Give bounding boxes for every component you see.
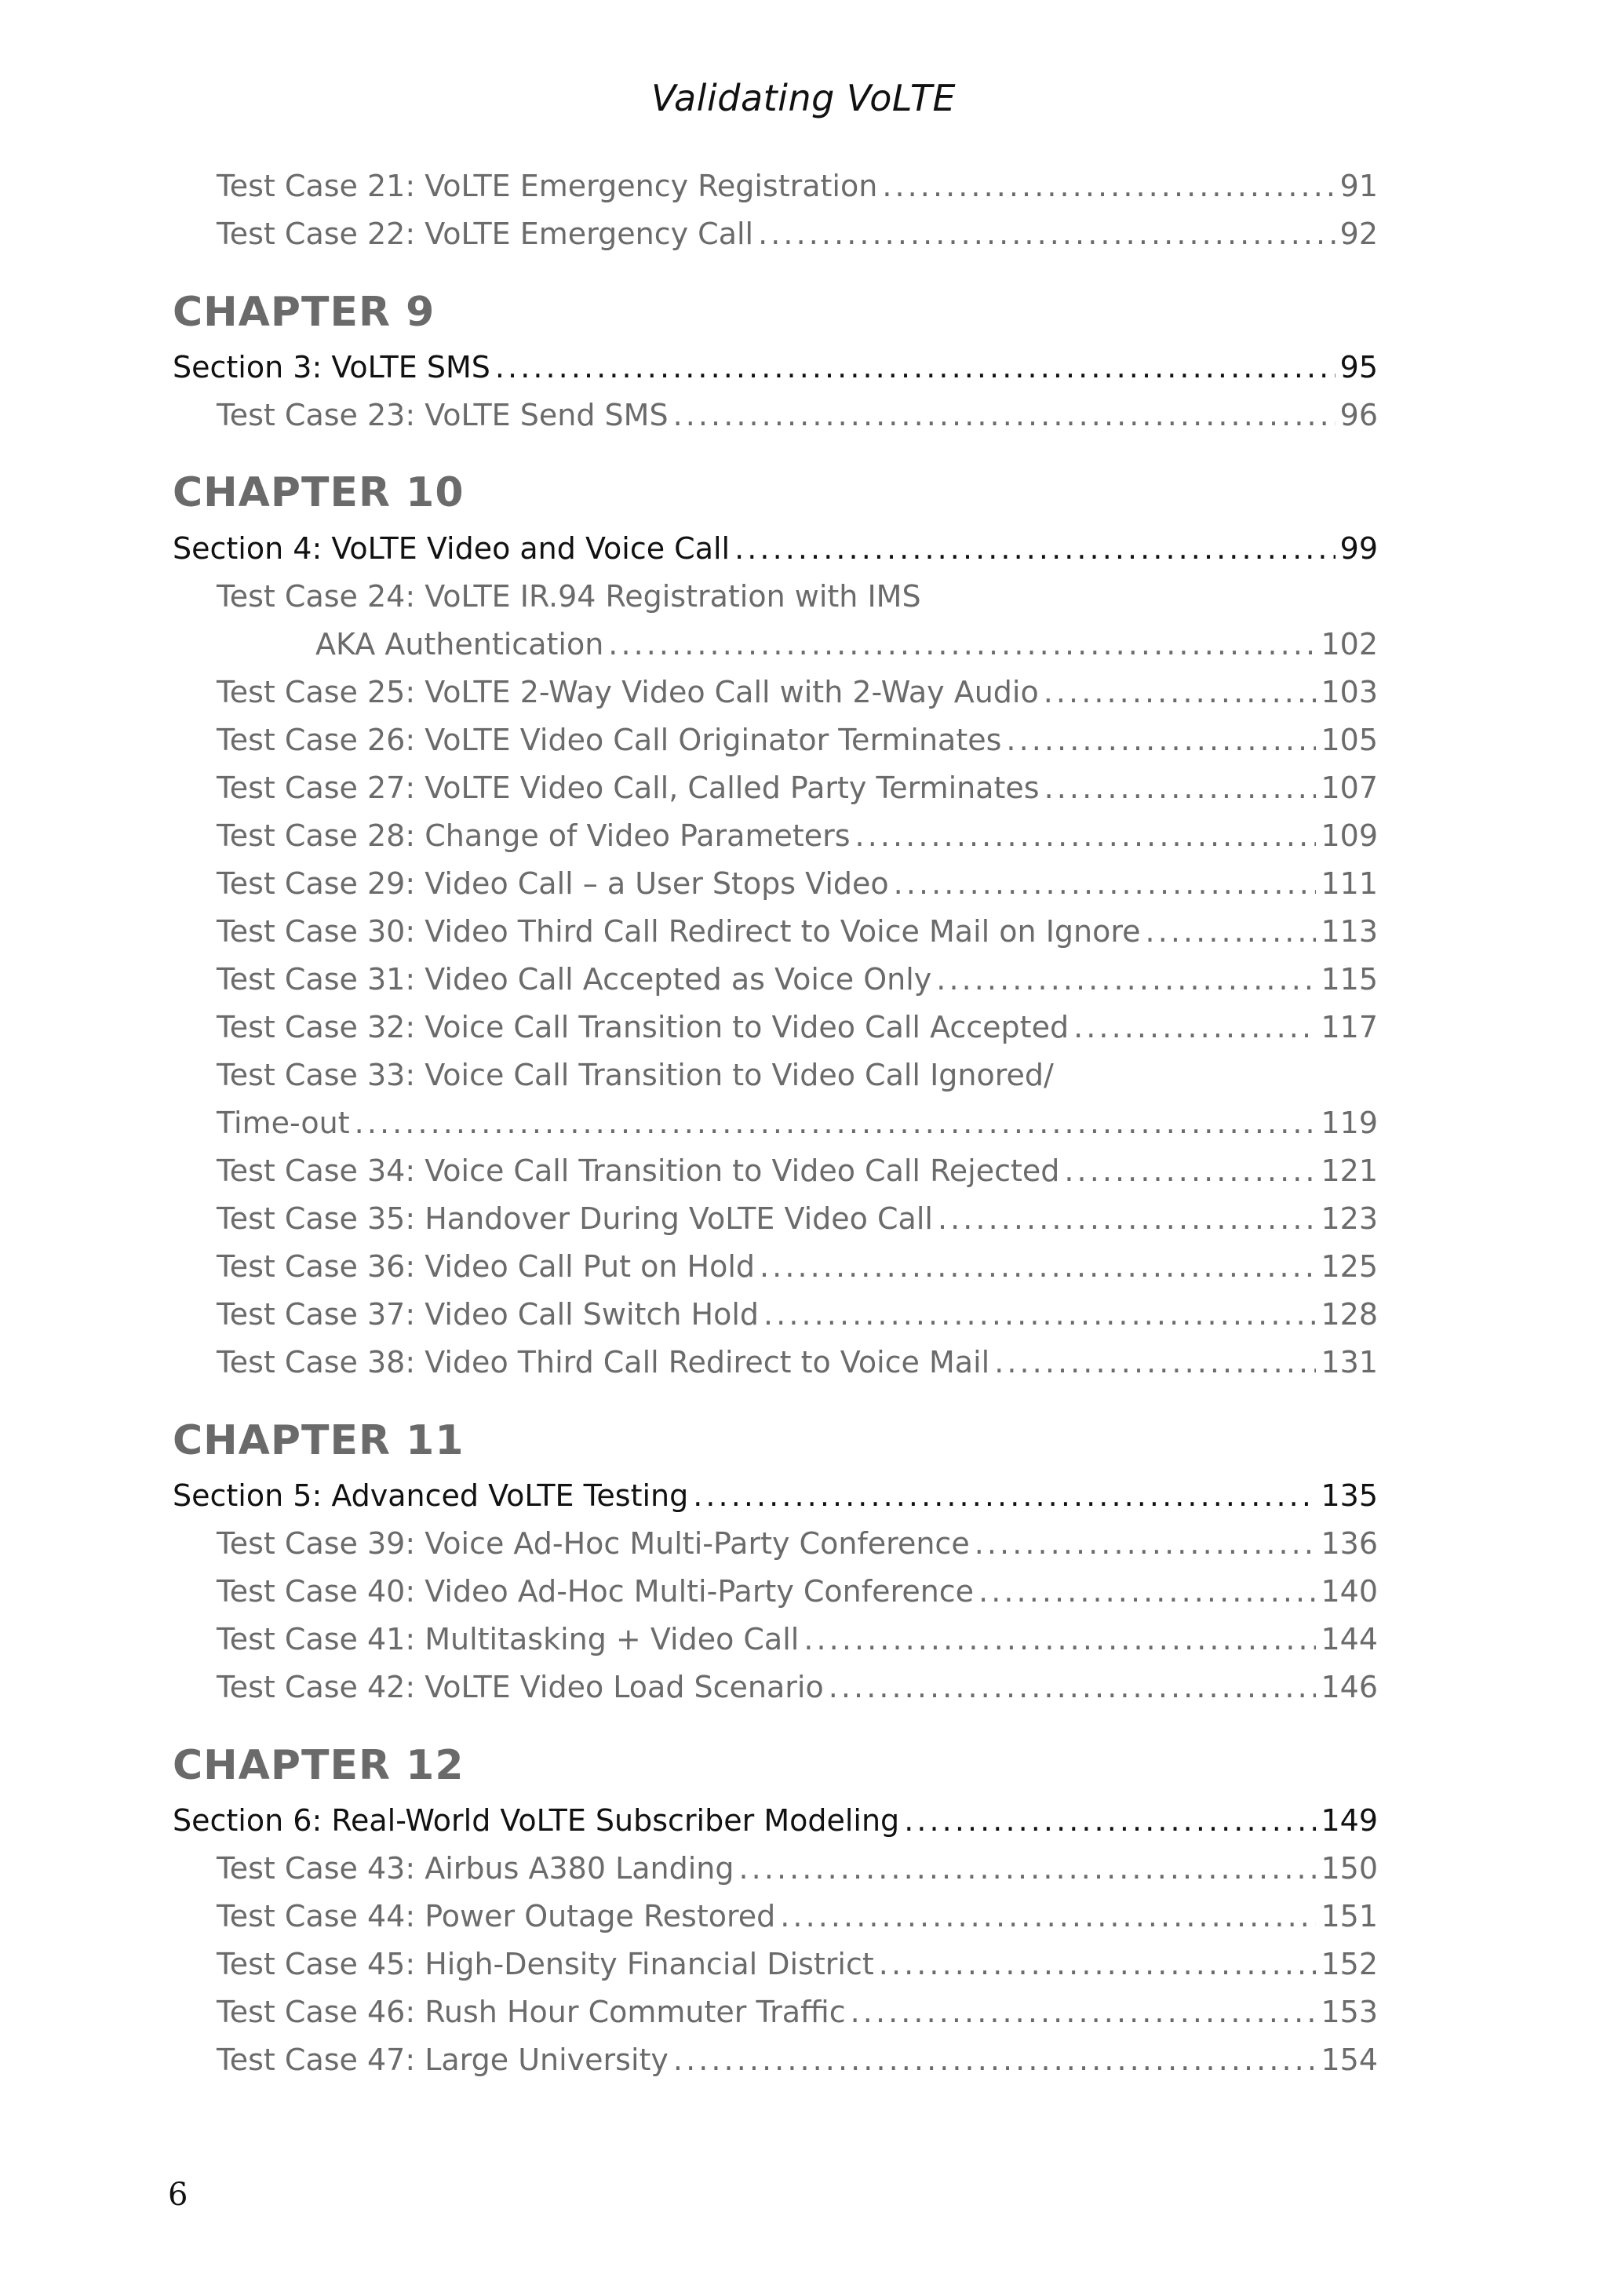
toc-entry (217, 816, 1378, 855)
toc-entry-title: Test Case 30: Video Third Call Redirect to Voice Mail on Ignore (217, 914, 1141, 949)
toc-entry (217, 1247, 1378, 1286)
dot-leader (673, 2040, 1317, 2079)
toc-entry (217, 395, 1378, 435)
toc-entry-title: AKA Authentication (315, 627, 604, 661)
toc-entry-title: Test Case 41: Multitasking + Video Call (217, 1622, 800, 1656)
toc-section-entry (173, 348, 1378, 387)
dot-leader (673, 395, 1336, 435)
toc-entry-page: 154 (1321, 2043, 1378, 2077)
dot-leader (1006, 720, 1316, 760)
dot-leader (1064, 1151, 1316, 1190)
toc-entry-title: Test Case 25: VoLTE 2-Way Video Call with 2-Way Audio (217, 675, 1039, 709)
toc-entry (217, 214, 1378, 253)
toc-section-entry (173, 1801, 1378, 1840)
toc-entry (217, 1897, 1378, 1936)
dot-leader (894, 864, 1317, 903)
toc-entry (217, 577, 1378, 616)
toc-entry (217, 1944, 1378, 1984)
toc-entry (217, 1667, 1378, 1707)
toc-entry (217, 1524, 1378, 1563)
dot-leader (978, 1572, 1316, 1611)
toc-entry-page: 92 (1339, 217, 1378, 251)
toc-entry-title: Test Case 28: Change of Video Parameters (217, 818, 851, 853)
dot-leader (829, 1667, 1317, 1707)
toc-entry (217, 1295, 1378, 1334)
dot-leader (763, 1295, 1316, 1334)
toc-entry (217, 1992, 1378, 2032)
toc-section-entry (173, 1476, 1378, 1515)
page-number: 6 (168, 2177, 188, 2213)
toc-entry-page: 102 (1321, 627, 1378, 661)
dot-leader (495, 348, 1336, 387)
toc-entry-page: 99 (1339, 531, 1378, 566)
toc-entry-page: 128 (1321, 1297, 1378, 1332)
toc-entry-page: 123 (1321, 1201, 1378, 1236)
dot-leader (355, 1103, 1317, 1143)
toc-entry (217, 1008, 1378, 1047)
toc-entry-page: 121 (1321, 1153, 1378, 1188)
dot-leader (855, 816, 1317, 855)
toc-entry-page: 119 (1321, 1106, 1378, 1140)
toc-entry-title: Test Case 43: Airbus A380 Landing (217, 1851, 734, 1886)
toc-entry-title: Section 3: VoLTE SMS (173, 350, 490, 384)
toc-entry-title: Test Case 33: Voice Call Transition to Video Call Ignored/ (217, 1058, 1054, 1092)
toc-entry-page: 95 (1339, 350, 1378, 384)
toc-entry (217, 166, 1378, 206)
dot-leader (936, 960, 1316, 999)
toc-entry-title: Test Case 47: Large University (217, 2043, 669, 2077)
toc-entry-title: Test Case 34: Voice Call Transition to Video Call Rejected (217, 1153, 1060, 1188)
toc-entry (217, 2040, 1378, 2079)
toc-entry-title: Test Case 26: VoLTE Video Call Originator Terminates (217, 723, 1002, 757)
toc-entry-page: 103 (1321, 675, 1378, 709)
toc-entry-title: Test Case 37: Video Call Switch Hold (217, 1297, 759, 1332)
toc-entry (217, 768, 1378, 807)
toc-entry (217, 960, 1378, 999)
toc-entry (217, 720, 1378, 760)
dot-leader (938, 1199, 1317, 1238)
toc-entry-title: Test Case 23: VoLTE Send SMS (217, 398, 669, 432)
toc-entry-page: 111 (1321, 866, 1378, 901)
toc-entry (217, 672, 1378, 712)
toc-section-entry (173, 529, 1378, 568)
dot-leader (904, 1801, 1316, 1840)
toc-entry-page: 91 (1339, 169, 1378, 203)
toc-entry-title: Test Case 22: VoLTE Emergency Call (217, 217, 754, 251)
toc-entry (217, 1572, 1378, 1611)
toc-entry (217, 1199, 1378, 1238)
toc-entry-title: Test Case 38: Video Third Call Redirect to Voice Mail (217, 1345, 990, 1379)
toc-entry-page: 151 (1321, 1899, 1378, 1933)
toc-entry-page: 107 (1321, 771, 1378, 805)
dot-leader (760, 1247, 1316, 1286)
dot-leader (780, 1897, 1316, 1936)
chapter-heading: CHAPTER 11 (173, 1417, 465, 1464)
toc-entry-title: Test Case 39: Voice Ad-Hoc Multi-Party Conference (217, 1526, 970, 1561)
dot-leader (1044, 672, 1317, 712)
toc-entry-page: 144 (1321, 1622, 1378, 1656)
toc-entry-title: Test Case 44: Power Outage Restored (217, 1899, 776, 1933)
toc-entry-page: 109 (1321, 818, 1378, 853)
toc-entry-page: 152 (1321, 1947, 1378, 1981)
toc-entry (217, 1620, 1378, 1659)
dot-leader (734, 529, 1336, 568)
dot-leader (1044, 768, 1317, 807)
toc-entry-page: 149 (1321, 1803, 1378, 1838)
running-header: Validating VoLTE (650, 77, 957, 119)
toc-entry-page: 125 (1321, 1249, 1378, 1284)
chapter-heading: CHAPTER 10 (173, 469, 465, 516)
chapter-heading: CHAPTER 9 (173, 289, 435, 336)
toc-entry-title: Test Case 35: Handover During VoLTE Video Call (217, 1201, 933, 1236)
toc-entry-page: 150 (1321, 1851, 1378, 1886)
chapter-heading: CHAPTER 12 (173, 1742, 465, 1789)
toc-entry-title: Section 4: VoLTE Video and Voice Call (173, 531, 731, 566)
toc-entry-page: 113 (1321, 914, 1378, 949)
toc-entry-title: Test Case 27: VoLTE Video Call, Called Party Terminates (217, 771, 1040, 805)
toc-entry-page: 117 (1321, 1010, 1378, 1044)
dot-leader (1146, 912, 1317, 951)
toc-entry-title: Test Case 46: Rush Hour Commuter Traffic (217, 1995, 846, 2029)
toc-entry-page: 96 (1339, 398, 1378, 432)
dot-leader (739, 1849, 1317, 1888)
toc-entry-continuation (315, 625, 1378, 664)
toc-entry-title: Test Case 31: Video Call Accepted as Voice Only (217, 962, 932, 997)
dot-leader (994, 1343, 1316, 1382)
dot-leader (608, 625, 1316, 664)
toc-entry-title: Test Case 45: High-Density Financial District (217, 1947, 874, 1981)
dot-leader (882, 166, 1335, 206)
toc-entry-page: 115 (1321, 962, 1378, 997)
toc-entry-title: Test Case 24: VoLTE IR.94 Registration with IMS (217, 579, 921, 614)
toc-entry-page: 153 (1321, 1995, 1378, 2029)
toc-entry-title: Section 5: Advanced VoLTE Testing (173, 1478, 689, 1513)
dot-leader (758, 214, 1336, 253)
toc-entry (217, 1343, 1378, 1382)
dot-leader (851, 1992, 1317, 2032)
dot-leader (975, 1524, 1317, 1563)
toc-entry (217, 1151, 1378, 1190)
dot-leader (879, 1944, 1317, 1984)
toc-entry-page: 140 (1321, 1574, 1378, 1609)
toc-entry (217, 1849, 1378, 1888)
toc-entry-title: Test Case 21: VoLTE Emergency Registration (217, 169, 878, 203)
toc-entry-title: Test Case 32: Voice Call Transition to Video Call Accepted (217, 1010, 1070, 1044)
toc-entry-title: Test Case 40: Video Ad-Hoc Multi-Party Conference (217, 1574, 975, 1609)
dot-leader (693, 1476, 1316, 1515)
toc-entry-continuation (217, 1103, 1378, 1143)
toc-entry-title: Test Case 36: Video Call Put on Hold (217, 1249, 756, 1284)
dot-leader (804, 1620, 1316, 1659)
toc-entry-page: 105 (1321, 723, 1378, 757)
toc-entry-title: Time-out (217, 1106, 350, 1140)
toc-entry-title: Test Case 29: Video Call – a User Stops Video (217, 866, 889, 901)
toc-entry-page: 131 (1321, 1345, 1378, 1379)
dot-leader (1073, 1008, 1316, 1047)
toc-entry (217, 864, 1378, 903)
toc-entry-page: 136 (1321, 1526, 1378, 1561)
toc-entry-page: 146 (1321, 1670, 1378, 1704)
toc-entry (217, 1055, 1378, 1095)
toc-entry (217, 912, 1378, 951)
toc-entry-title: Test Case 42: VoLTE Video Load Scenario (217, 1670, 824, 1704)
toc-entry-title: Section 6: Real-World VoLTE Subscriber Modeling (173, 1803, 900, 1838)
toc-entry-page: 135 (1321, 1478, 1378, 1513)
